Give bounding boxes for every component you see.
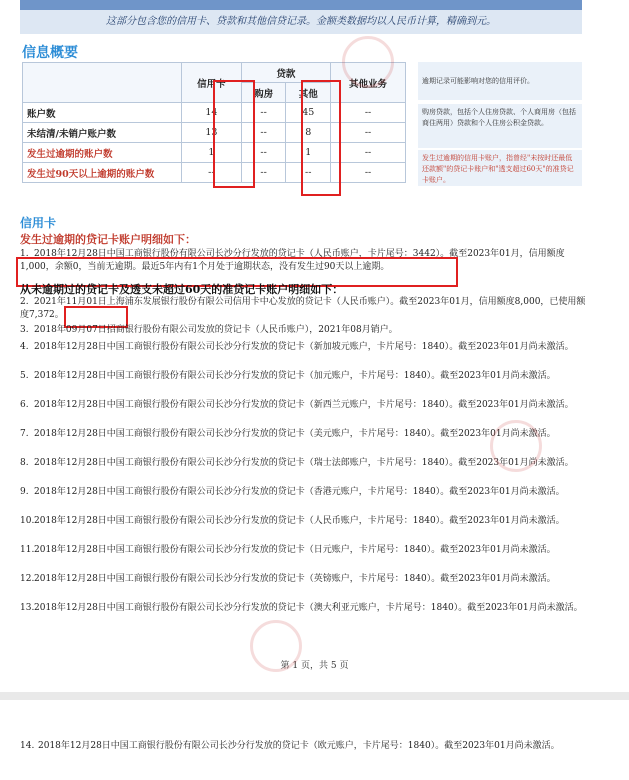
cell-other-business: -- [331, 163, 406, 183]
cell-house: -- [241, 143, 286, 163]
item-number: 8. [20, 458, 29, 468]
credit-card-title: 信用卡 [20, 216, 57, 230]
overview-table [22, 62, 406, 183]
cell-other-business: -- [331, 123, 406, 143]
note-house-loan: 购房贷款，包括个人住房贷款、个人商用房（包括商住两用）贷款和个人住房公积金贷款。 [418, 104, 582, 148]
item-text: 2021年11月01日上海浦东发展银行股份有限公司信用卡中心发放的贷记卡（人民币账户）。截至2023年01月，信用额度8,000，已使用额度7,372。 [20, 297, 586, 320]
cell-credit-card: 13 [182, 123, 242, 143]
item-text: 2018年12月28日中国工商银行股份有限公司长沙分行发放的贷记卡（瑞士法郎账户，卡片尾号：1840）。截至2023年01月尚未激活。 [34, 458, 574, 468]
overview-title: 信息概要 [22, 45, 78, 61]
table-row [23, 123, 406, 143]
item-text: 2018年12月28日中国工商银行股份有限公司长沙分行发放的贷记卡（香港元账户，卡片尾号：1840）。截至2023年01月尚未激活。 [34, 487, 565, 497]
cell-other-business: -- [331, 103, 406, 123]
list-item [20, 248, 590, 274]
list-item [20, 544, 590, 557]
cell-house: -- [241, 123, 286, 143]
overdue-heading: 发生过逾期的贷记卡账户明细如下： [20, 233, 196, 246]
cell-credit-card: 14 [182, 103, 242, 123]
item-number: 10. [20, 516, 35, 526]
cell-house: -- [241, 103, 286, 123]
item-number: 9. [20, 487, 29, 497]
item-text: 2018年12月28日中国工商银行股份有限公司长沙分行发放的贷记卡（日元账户，卡片尾号：1840）。截至2023年01月尚未激活。 [34, 545, 556, 555]
col-loan: 贷款 [241, 63, 330, 83]
item-number: 13. [20, 603, 35, 613]
item-number: 1. [20, 249, 29, 259]
row-label: 发生过逾期的账户数 [23, 143, 182, 163]
item-number: 2. [20, 297, 29, 307]
list-item [20, 740, 590, 753]
list-item [20, 602, 590, 615]
table-row [23, 103, 406, 123]
row-label: 发生过90天以上逾期的账户数 [23, 163, 182, 183]
item-text: 2018年09月07日招商银行股份有限公司发放的贷记卡（人民币账户），2021年08月销户。 [34, 325, 398, 335]
list-item [20, 341, 590, 354]
item-text: 2018年12月28日中国工商银行股份有限公司长沙分行发放的贷记卡（新加坡元账户，卡片尾号：1840）。截至2023年01月尚未激活。 [34, 342, 574, 352]
item-number: 4. [20, 342, 29, 352]
cell-house: -- [241, 163, 286, 183]
cell-other-business: -- [331, 143, 406, 163]
cell-other: 45 [286, 103, 331, 123]
cell-credit-card: 1 [182, 143, 242, 163]
item-text: 2018年12月28日中国工商银行股份有限公司长沙分行发放的贷记卡（澳大利亚元账户，卡片尾号：1840）。截至2023年01月尚未激活。 [34, 603, 583, 613]
list-item [20, 399, 590, 412]
col-other-business: 其他业务 [331, 63, 406, 103]
cell-other: -- [286, 163, 331, 183]
item-text: 2018年12月28日中国工商银行股份有限公司长沙分行发放的贷记卡（人民币账户，卡片尾号：1840）。截至2023年01月尚未激活。 [34, 516, 565, 526]
table-row [23, 143, 406, 163]
item-text: 2018年12月28日中国工商银行股份有限公司长沙分行发放的贷记卡（欧元账户，卡片尾号：1840）。截至2023年01月尚未激活。 [38, 741, 560, 751]
note-overdue-definition: 发生过逾期的信用卡账户，指曾经"未按时还最低还款额"的贷记卡账户和"透支超过60天"的准贷记卡账户。 [418, 150, 582, 186]
item-text: 2018年12月28日中国工商银行股份有限公司长沙分行发放的贷记卡（加元账户，卡片尾号：1840）。截至2023年01月尚未激活。 [34, 371, 556, 381]
item-text: 2018年12月28日中国工商银行股份有限公司长沙分行发放的贷记卡（新西兰元账户，卡片尾号：1840）。截至2023年01月尚未激活。 [34, 400, 574, 410]
cell-other: 8 [286, 123, 331, 143]
cell-other: 1 [286, 143, 331, 163]
header-band [20, 0, 582, 10]
page-footer: 第 1 页，共 5 页 [280, 661, 349, 671]
row-label: 未结清/未销户账户数 [23, 123, 182, 143]
col-credit-card: 信用卡 [182, 63, 242, 103]
item-number: 12. [20, 574, 35, 584]
list-item [20, 324, 590, 337]
col-loan-other: 其他 [286, 83, 331, 103]
cell-credit-card: -- [182, 163, 242, 183]
table-row [23, 163, 406, 183]
item-number: 3. [20, 325, 29, 335]
item-text: 2018年12月28日中国工商银行股份有限公司长沙分行发放的贷记卡（英镑账户，卡片尾号：1840）。截至2023年01月尚未激活。 [34, 574, 556, 584]
report-page-2 [0, 700, 629, 780]
list-item [20, 486, 590, 499]
item-number: 7. [20, 429, 29, 439]
list-item [20, 573, 590, 586]
corner-cell [23, 63, 182, 103]
item-number: 5. [20, 371, 29, 381]
item-number: 14. [20, 741, 35, 751]
item-text: 2018年12月28日中国工商银行股份有限公司长沙分行发放的贷记卡（人民币账户，卡片尾号：3442）。截至2023年01月，信用额度1,000，余额0，当前无逾期。最近5年内有1个月处于逾期状态，没有发生过90天以上逾期。 [20, 249, 565, 272]
list-item [20, 296, 590, 322]
item-number: 6. [20, 400, 29, 410]
row-label: 账户数 [23, 103, 182, 123]
note-overdue-impact: 逾期记录可能影响对您的信用评价。 [418, 62, 582, 100]
list-item [20, 515, 590, 528]
list-item [20, 457, 590, 470]
item-text: 2018年12月28日中国工商银行股份有限公司长沙分行发放的贷记卡（美元账户，卡片尾号：1840）。截至2023年01月尚未激活。 [34, 429, 556, 439]
list-item [20, 370, 590, 383]
item-number: 11. [20, 545, 35, 555]
col-loan-house: 购房 [241, 83, 286, 103]
list-item [20, 428, 590, 441]
normal-heading: 从未逾期过的贷记卡及透支未超过60天的准贷记卡账户明细如下： [20, 283, 344, 296]
header-note: 这部分包含您的信用卡、贷款和其他信贷记录。金额类数据均以人民币计算，精确到元。 [20, 10, 582, 34]
